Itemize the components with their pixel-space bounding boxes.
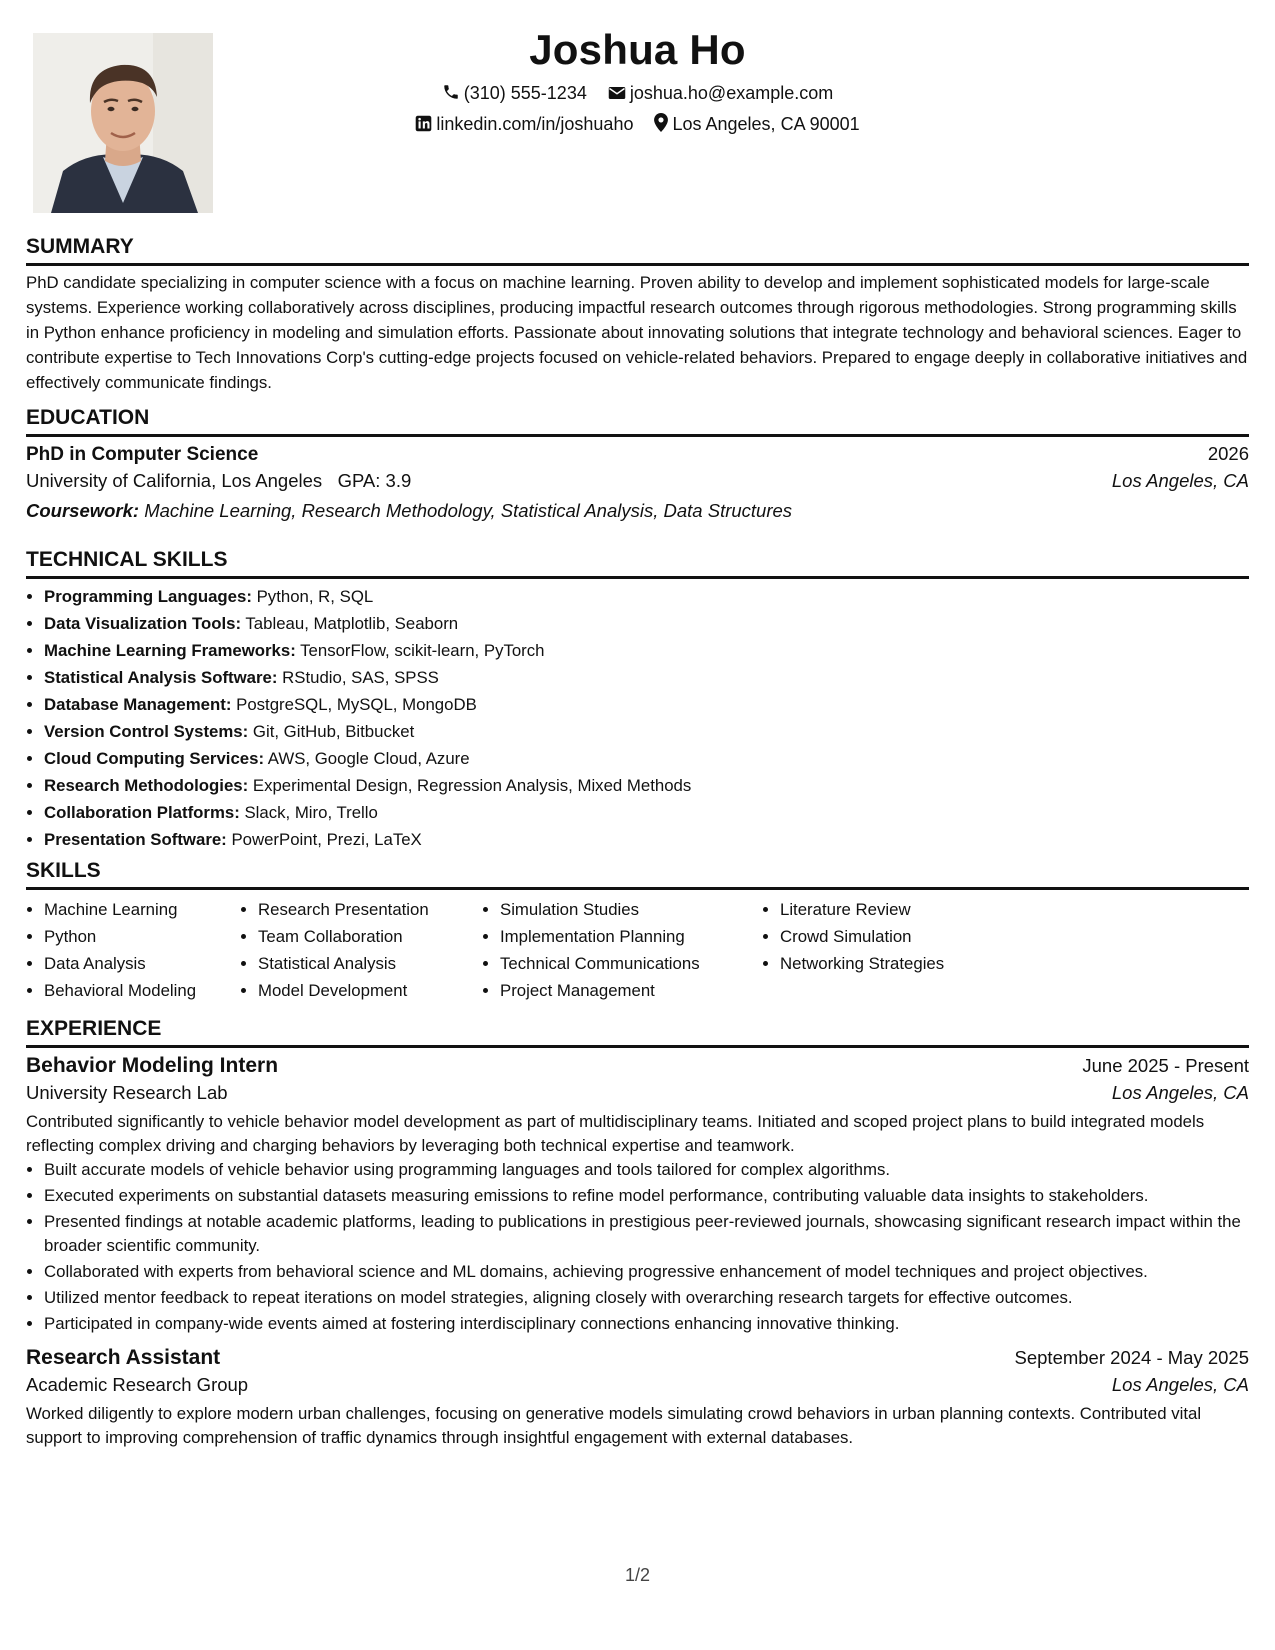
phone-icon xyxy=(442,83,460,101)
skills-column-2 xyxy=(240,896,482,1004)
list-item: • Project Management xyxy=(500,977,762,1004)
list-item: • Research Methodologies: Experimental Design, Regression Analysis, Mixed Methods xyxy=(44,772,1249,799)
skills-columns xyxy=(26,896,1249,1004)
summary-text: PhD candidate specializing in computer science with a focus on machine learning. Proven ability to develop and implement sophisticated models for large-scale systems. Experience working collaboratively across disciplines, producing impactful research outcomes through rigorous methodologies. Strong programming skills in Python enhance proficiency in modeling and simulation efforts. Passionate about innovating solutions that integrate technology and behavioral sciences. Eager to contribute expertise to Tech Innovations Corp's cutting-edge projects focused on vehicle-related behaviors. Prepared to engage deeply in collaborative initiatives and effectively communicate findings. xyxy=(26,273,1248,392)
list-item: • Technical Communications xyxy=(500,950,762,977)
section-title-experience: EXPERIENCE xyxy=(26,1015,1249,1048)
list-item: • Data Analysis xyxy=(44,950,240,977)
job-dates: September 2024 - May 2025 xyxy=(1014,1347,1249,1368)
degree-name: PhD in Computer Science xyxy=(26,444,259,465)
job-org: University Research Lab xyxy=(26,1082,228,1103)
coursework-line xyxy=(26,496,1249,526)
email-contact[interactable] xyxy=(608,78,833,109)
school-info xyxy=(26,466,411,496)
school-row xyxy=(26,466,1249,496)
list-item: • Data Visualization Tools: Tableau, Matplotlib, Seaborn xyxy=(44,610,1249,637)
job-org-row xyxy=(26,1370,1249,1400)
technical-skills-list xyxy=(26,583,1249,853)
job-org: Academic Research Group xyxy=(26,1374,249,1395)
list-item: • Statistical Analysis xyxy=(258,950,482,977)
list-item: • Executed experiments on substantial datasets measuring emissions to refine model performance, contributing valuable data insights to stakeholders. xyxy=(44,1184,1249,1208)
job-dates: June 2025 - Present xyxy=(1082,1055,1249,1076)
list-item: • Literature Review xyxy=(780,896,1000,923)
list-item: • Team Collaboration xyxy=(258,923,482,950)
job-header-row xyxy=(26,1346,1249,1370)
job-header-row xyxy=(26,1054,1249,1078)
list-item: • Participated in company-wide events aimed at fostering interdisciplinary connections enhancing innovative thinking. xyxy=(44,1312,1249,1336)
list-item: • Machine Learning xyxy=(44,896,240,923)
list-item: • Collaborated with experts from behavioral science and ML domains, achieving progressive enhancement of model techniques and project objectives. xyxy=(44,1260,1249,1284)
school-name: University of California, Los Angeles xyxy=(26,470,323,491)
email-address: joshua.ho@example.com xyxy=(629,83,834,103)
list-item: • Model Development xyxy=(258,977,482,1004)
job-location: Los Angeles, CA xyxy=(1111,1374,1249,1395)
list-item: • Crowd Simulation xyxy=(780,923,1000,950)
list-item: • Presented findings at notable academic platforms, leading to publications in prestigious peer-reviewed journals, showcasing significant research impact within the broader scientific community. xyxy=(44,1210,1249,1258)
job-entry-2 xyxy=(26,1346,1249,1450)
linkedin-url: linkedin.com/in/joshuaho xyxy=(436,114,634,134)
envelope-icon xyxy=(608,85,626,101)
coursework-list: Machine Learning, Research Methodology, Statistical Analysis, Data Structures xyxy=(144,500,793,521)
job-bullets xyxy=(26,1158,1249,1336)
list-item: • Python xyxy=(44,923,240,950)
job-summary: Contributed significantly to vehicle behavior model development as part of multidisciplinary teams. Initiated and scoped project plans to build integrated models reflecting complex driving and charging behaviors by leveraging both technical expertise and teamwork. xyxy=(26,1112,1205,1155)
job-org-row xyxy=(26,1078,1249,1108)
school-location: Los Angeles, CA xyxy=(1111,470,1249,491)
list-item: • Utilized mentor feedback to repeat iterations on model strategies, aligning closely with overarching research targets for effective outcomes. xyxy=(44,1286,1249,1310)
job-title: Research Assistant xyxy=(26,1346,221,1369)
section-title-summary: SUMMARY xyxy=(26,233,1249,266)
skills-column-4 xyxy=(762,896,1000,1004)
job-title: Behavior Modeling Intern xyxy=(26,1054,279,1077)
list-item: • Implementation Planning xyxy=(500,923,762,950)
phone-contact[interactable] xyxy=(442,78,587,109)
linkedin-icon xyxy=(415,115,432,132)
job-summary: Worked diligently to explore modern urban challenges, focusing on generative models simulating crowd behaviors in urban planning contexts. Contributed vital support to improving comprehension of traffic dynamics through insightful engagement with external databases. xyxy=(26,1404,1202,1447)
page-number: 1/2 xyxy=(624,1565,651,1585)
coursework-label: Coursework: xyxy=(26,500,140,521)
section-title-technical-skills: TECHNICAL SKILLS xyxy=(26,546,1249,579)
degree-row xyxy=(26,443,1249,466)
gpa: GPA: 3.9 xyxy=(337,470,412,491)
list-item: • Database Management: PostgreSQL, MySQL, MongoDB xyxy=(44,691,1249,718)
resume-header xyxy=(26,22,1249,140)
list-item: • Networking Strategies xyxy=(780,950,1000,977)
job-location: Los Angeles, CA xyxy=(1111,1082,1249,1103)
section-title-skills: SKILLS xyxy=(26,857,1249,890)
skills-section xyxy=(26,857,1249,1004)
list-item: • Programming Languages: Python, R, SQL xyxy=(44,583,1249,610)
list-item: • Version Control Systems: Git, GitHub, Bitbucket xyxy=(44,718,1249,745)
skills-column-1 xyxy=(26,896,240,1004)
map-pin-icon xyxy=(654,113,668,132)
section-title-education: EDUCATION xyxy=(26,404,1249,437)
skills-column-3 xyxy=(482,896,762,1004)
list-item: • Collaboration Platforms: Slack, Miro, Trello xyxy=(44,799,1249,826)
list-item: • Presentation Software: PowerPoint, Prezi, LaTeX xyxy=(44,826,1249,853)
list-item: • Simulation Studies xyxy=(500,896,762,923)
phone-number: (310) 555-1234 xyxy=(463,83,587,103)
summary-section xyxy=(26,233,1249,395)
linkedin-contact[interactable] xyxy=(415,109,633,140)
list-item: • Statistical Analysis Software: RStudio, SAS, SPSS xyxy=(44,664,1249,691)
list-item: • Cloud Computing Services: AWS, Google Cloud, Azure xyxy=(44,745,1249,772)
technical-skills-section xyxy=(26,546,1249,853)
contact-line-1 xyxy=(26,78,1249,109)
job-entry-1 xyxy=(26,1054,1249,1336)
candidate-name: Joshua Ho xyxy=(529,26,746,73)
contact-line-2 xyxy=(26,109,1249,140)
graduation-year: 2026 xyxy=(1207,443,1249,464)
experience-section xyxy=(26,1015,1249,1450)
list-item: • Behavioral Modeling xyxy=(44,977,240,1004)
list-item: • Machine Learning Frameworks: TensorFlow, scikit-learn, PyTorch xyxy=(44,637,1249,664)
list-item: • Built accurate models of vehicle behavior using programming languages and tools tailored for complex algorithms. xyxy=(44,1158,1249,1182)
education-section xyxy=(26,404,1249,526)
location-contact xyxy=(654,109,859,140)
location-text: Los Angeles, CA 90001 xyxy=(672,114,860,134)
list-item: • Research Presentation xyxy=(258,896,482,923)
